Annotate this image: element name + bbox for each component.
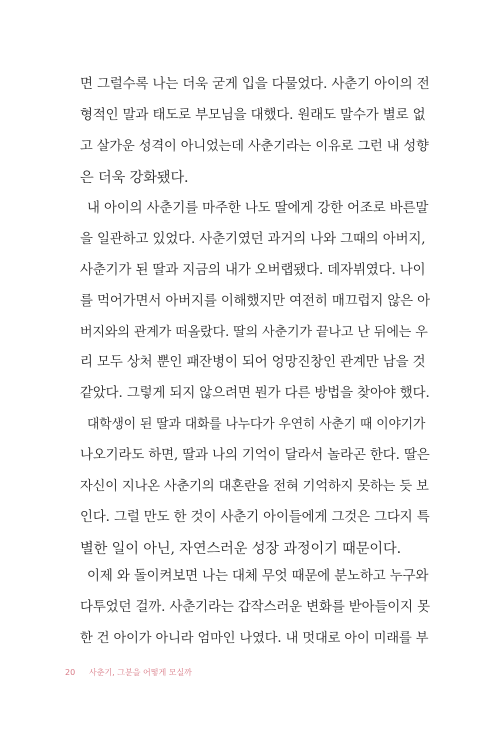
text-line: 면 그럴수록 나는 더욱 굳게 입을 다물었다. 사춘기 아이의 전: [80, 77, 430, 92]
text-line: 를 먹어가면서 아버지를 이해했지만 여전히 매끄럽지 않은 아: [80, 293, 430, 309]
running-title: 사춘기, 그분을 어떻게 모실까: [89, 668, 192, 677]
text-line: 대학생이 된 딸과 대화를 나누다가 우연히 사춘기 때 이야기가: [87, 417, 426, 432]
text-line: 자신이 지나온 사춘기의 대혼란을 전혀 기억하지 못하는 듯 보: [80, 478, 429, 494]
page-number: 20: [65, 668, 76, 677]
paragraph-4: [80, 562, 430, 655]
text-line: 사춘기가 된 딸과 지금의 내가 오버랩됐다. 데자뷔였다. 나이: [80, 262, 426, 278]
text-line: 다투었던 걸까. 사춘기라는 갑작스러운 변화를 받아들이지 못: [80, 599, 430, 615]
text-line: 내 아이의 사춘기를 마주한 나도 딸에게 강한 어조로 바른말: [87, 201, 429, 216]
paragraph-2: [80, 194, 430, 410]
text-line: 고 살가운 성격이 아니었는데 사춘기라는 이유로 그런 내 성향: [80, 138, 429, 154]
text-line: 버지와의 관계가 떠올랐다. 딸의 사춘기가 끝나고 난 뒤에는 우: [80, 324, 428, 340]
text-line: 형적인 말과 태도로 부모님을 대했다. 원래도 말수가 별로 없: [80, 107, 426, 123]
text-line: 리 모두 상처 뿐인 패잔병이 되어 엉망진창인 관계만 남을 것: [80, 355, 426, 371]
text-line: 을 일관하고 있었다. 사춘기였던 과거의 나와 그때의 아버지,: [80, 231, 426, 247]
text-line: 이제 와 돌이켜보면 나는 대체 무엇 때문에 분노하고 누구와: [87, 569, 429, 584]
text-line: 인다. 그럴 만도 한 것이 사춘기 아이들에게 그것은 그다지 특: [80, 509, 430, 525]
page-footer: [65, 667, 192, 678]
paragraph-1: [80, 70, 430, 194]
text-line: 한 건 아이가 아니라 엄마인 나였다. 내 멋대로 아이 미래를 부: [80, 630, 429, 646]
text-line: 은 더욱 강화됐다.: [80, 169, 189, 186]
text-line: 나오기라도 하면, 딸과 나의 기억이 달라서 놀라곤 한다. 딸은: [80, 447, 430, 463]
text-line: 별한 일이 아닌, 자연스러운 성장 과정이기 때문이다.: [80, 540, 401, 557]
paragraph-3: [80, 410, 430, 564]
text-line: 같았다. 그렇게 되지 않으려면 뭔가 다른 방법을 찾아야 했다.: [80, 386, 430, 402]
